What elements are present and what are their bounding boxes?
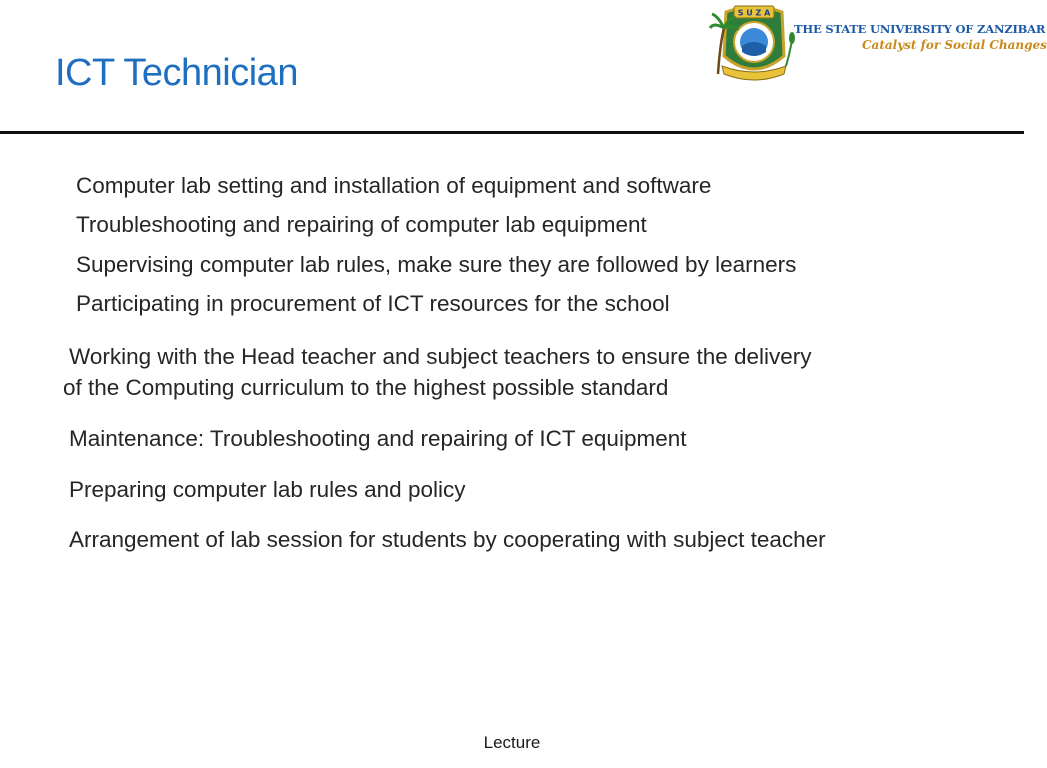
title-divider	[0, 131, 1024, 134]
svg-text:S U Z A: S U Z A	[737, 8, 771, 18]
list-item: Supervising computer lab rules, make sure they are followed by learners	[76, 252, 797, 277]
list-item: Preparing computer lab rules and policy	[69, 477, 466, 502]
university-logo	[712, 4, 1047, 82]
list-item: Participating in procurement of ICT resources for the school	[76, 291, 670, 316]
list-item: Arrangement of lab session for students by cooperating with subject teacher	[69, 527, 826, 552]
slide-footer: Lecture	[483, 733, 541, 752]
slide-title: ICT Technician	[55, 52, 298, 94]
list-item: Working with the Head teacher and subject teachers to ensure the delivery	[69, 344, 812, 369]
list-item: Troubleshooting and repairing of computer lab equipment	[76, 212, 647, 237]
list-item: Maintenance: Troubleshooting and repairing of ICT equipment	[69, 426, 687, 451]
university-name: THE STATE UNIVERSITY OF ZANZIBAR	[794, 22, 1046, 36]
university-tagline: Catalyst for Social Changes	[862, 38, 1047, 52]
list-item: Computer lab setting and installation of equipment and software	[76, 173, 712, 198]
university-seal-icon	[712, 4, 796, 82]
list-item-continuation: of the Computing curriculum to the highest possible standard	[63, 375, 669, 400]
